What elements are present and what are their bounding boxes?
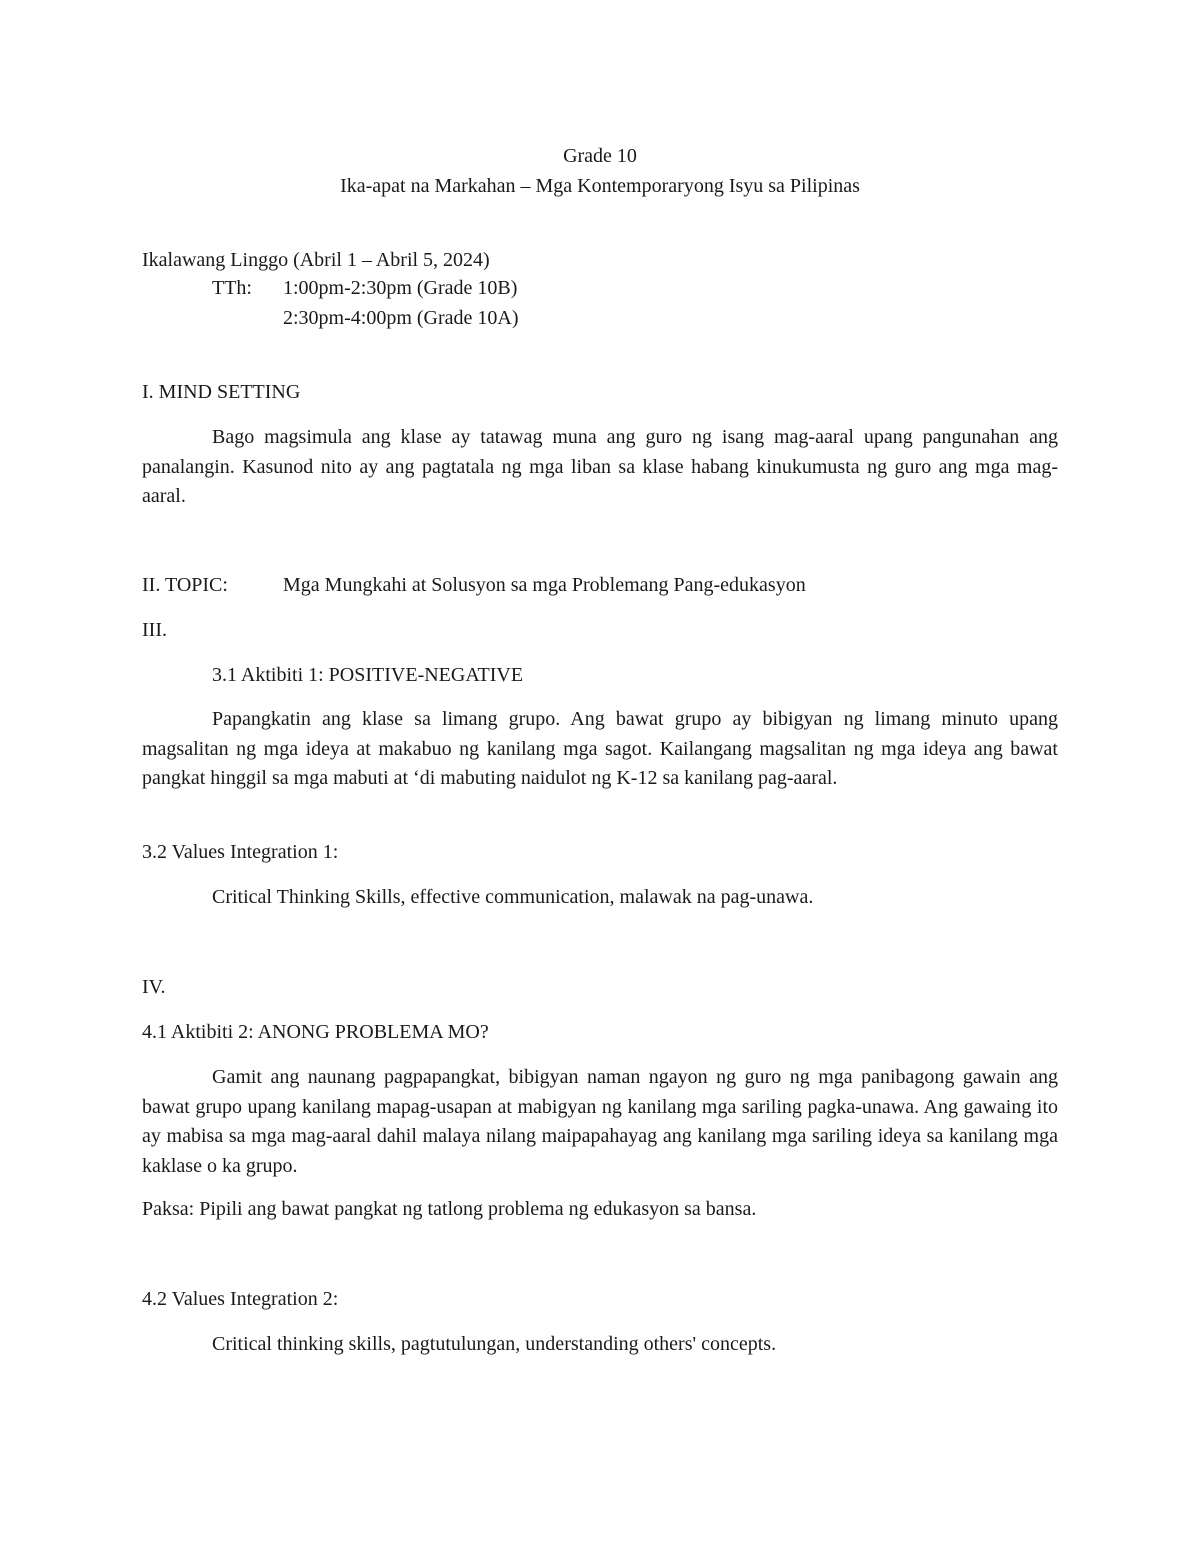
section-1-heading: I. MIND SETTING (142, 381, 301, 403)
values-1-title: 3.2 Values Integration 1: (142, 841, 339, 863)
activity-2-body: Gamit ang naunang pagpapangkat, bibigyan naman ngayon ng guro ng mga panibagong gawain ang bawat grupo upang kanilang mapag-usapan at mabigyan ng kanilang mga sariling pagka-unawa. Ang gawaing ito ay mabisa sa mga mag-aaral dahil malaya nilang maipapahayag ang kanilang mga sariling ideya sa kanilang mga kaklase o ka grupo. (142, 1066, 1058, 1177)
section-2-label: II. TOPIC: (142, 574, 228, 596)
activity-1-body: Papangkatin ang klase sa limang grupo. Ang bawat grupo ay bibigyan ng limang minuto upang magsalitan ng mga ideya at makabuo ng kanilang mga sagot. Kailangang magsalitan ng mga ideya ang bawat pangkat hinggil sa mga mabuti at ‘di mabuting naidulot ng K-12 sa kanilang pag-aaral. (142, 708, 1058, 789)
paksa-line: Paksa: Pipili ang bawat pangkat ng tatlong problema ng edukasyon sa bansa. (142, 1198, 757, 1220)
values-1-body: Critical Thinking Skills, effective communication, malawak na pag-unawa. (212, 886, 814, 908)
week-line: Ikalawang Linggo (Abril 1 – Abril 5, 2024) (142, 249, 490, 271)
schedule-day-label: TTh: (212, 277, 252, 299)
section-1-body: Bago magsimula ang klase ay tatawag muna ang guro ng isang mag-aaral upang pangunahan ang panalangin. Kasunod nito ay ang pagtatala ng mga liban sa klase habang kinukumusta ng guro ang mga mag-aaral. (142, 426, 1058, 507)
schedule-slot-1: 1:00pm-2:30pm (Grade 10B) (283, 277, 518, 299)
activity-2-title: 4.1 Aktibiti 2: ANONG PROBLEMA MO? (142, 1021, 489, 1043)
values-2-body: Critical thinking skills, pagtutulungan, understanding others' concepts. (212, 1333, 777, 1355)
section-2-topic: Mga Mungkahi at Solusyon sa mga Problemang Pang-edukasyon (283, 574, 806, 596)
section-4-heading: IV. (142, 976, 166, 998)
quarter-title: Ika-apat na Markahan – Mga Kontemporaryong Isyu sa Pilipinas (340, 175, 860, 197)
grade-title: Grade 10 (563, 145, 637, 167)
values-2-title: 4.2 Values Integration 2: (142, 1288, 339, 1310)
schedule-slot-2: 2:30pm-4:00pm (Grade 10A) (283, 307, 519, 329)
section-3-heading: III. (142, 619, 167, 641)
activity-1-title: 3.1 Aktibiti 1: POSITIVE-NEGATIVE (212, 664, 524, 686)
